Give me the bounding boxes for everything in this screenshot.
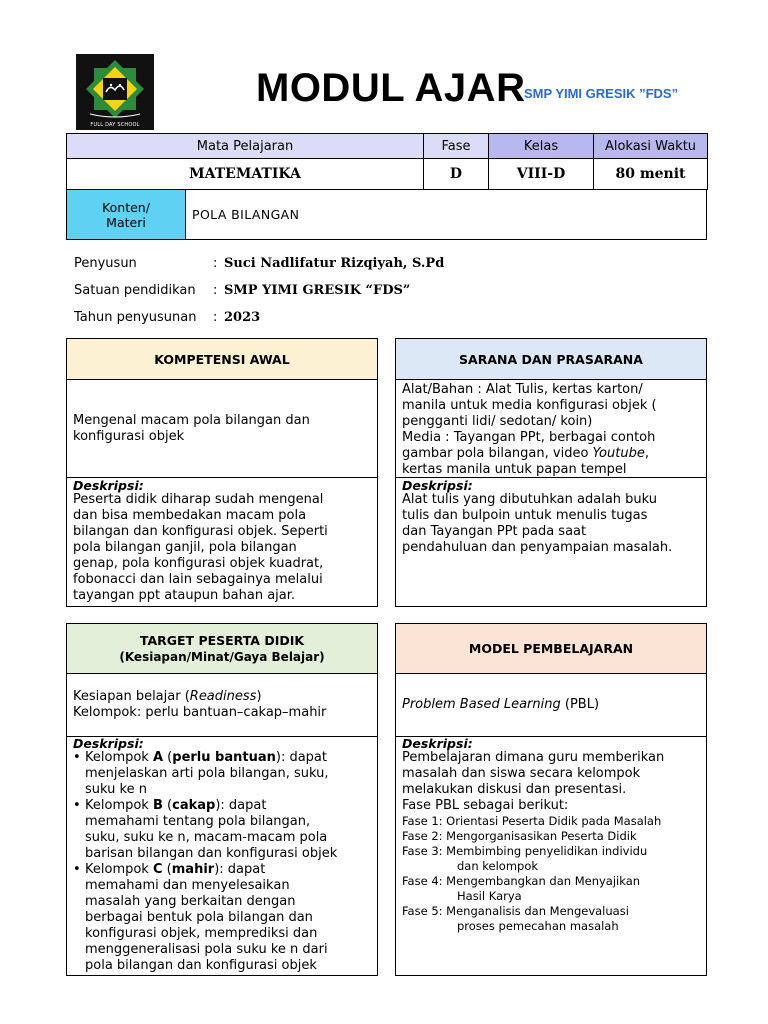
target-title <box>67 624 377 674</box>
sarana-desc-line: pendahuluan dan penyampaian masalah. <box>402 540 673 555</box>
content-label-line1: Konten/ <box>102 199 150 215</box>
year-label: Tahun penyusunan <box>74 310 197 325</box>
model-desc-line: Fase PBL sebagai berikut: <box>402 798 569 813</box>
value-time: 80 menit <box>594 159 708 190</box>
sarana-body-line: Alat/Bahan : Alat Tulis, kertas karton/ <box>402 382 643 397</box>
author-colon: : <box>213 256 218 271</box>
model-desc <box>396 737 706 934</box>
kompetensi-desc-line: bilangan dan konfigurasi objek. Seperti <box>73 524 328 539</box>
pbl-phase-list <box>402 814 700 934</box>
target-desc <box>67 737 377 974</box>
content-label-line2: Materi <box>106 214 146 230</box>
model-box <box>395 623 707 976</box>
value-phase: D <box>424 159 489 190</box>
kompetensi-desc-line: Peserta didik diharap sudah mengenal <box>73 492 324 507</box>
kompetensi-body-line: konfigurasi objek <box>73 428 185 444</box>
sarana-body-line: gambar pola bilangan, video Youtube, <box>402 446 649 461</box>
sarana-body <box>396 380 706 478</box>
school-colon: : <box>213 283 218 298</box>
sarana-box <box>395 338 707 607</box>
kompetensi-desc-line: genap, pola konfigurasi objek kuadrat, <box>73 556 324 571</box>
subject-info-table <box>66 133 708 190</box>
group-b-item: • Kelompok B (cakap): dapat memahami tentang pola bilangan, suku, suku ke n, macam-macam pola barisan bilangan dan konfigurasi objek <box>73 798 371 862</box>
logo-caption: FULL DAY SCHOOL <box>90 122 140 128</box>
kompetensi-desc <box>67 479 377 604</box>
kompetensi-desc-line: dan bisa membedakan macam pola <box>73 508 307 523</box>
sarana-desc <box>396 479 706 556</box>
target-desc-label: Deskripsi: <box>73 736 144 751</box>
kompetensi-desc-label: Deskripsi: <box>73 478 144 493</box>
pbl-phase-cont: dan kelompok <box>457 859 539 873</box>
author-value: Suci Nadlifatur Rizqiyah, S.Pd <box>224 256 445 271</box>
header-class: Kelas <box>489 134 594 159</box>
model-desc-line: melakukan diskusi dan presentasi. <box>402 782 627 797</box>
pbl-phase: Fase 1: Orientasi Peserta Didik pada Masalah <box>402 814 662 828</box>
kompetensi-title: KOMPETENSI AWAL <box>67 339 377 380</box>
target-subtitle: (Kesiapan/Minat/Gaya Belajar) <box>119 650 325 664</box>
group-c-item: • Kelompok C (mahir): dapat memahami dan menyelesaikan masalah yang berkaitan dengan berbagai bentuk pola bilangan dan konfigurasi objek, memprediksi dan menggeneralisasi pola suku ke n dari pola bilangan dan konfigurasi objek <box>73 862 371 974</box>
sarana-body-line: Media : Tayangan PPt, berbagai contoh <box>402 430 656 445</box>
target-body-line: Kesiapan belajar (Readiness) <box>73 689 262 704</box>
value-class: VIII-D <box>489 159 594 190</box>
model-body <box>396 674 706 737</box>
sarana-desc-label: Deskripsi: <box>402 478 473 493</box>
sarana-body-line: manila untuk media konfigurasi objek ( <box>402 398 657 413</box>
group-a-item: • Kelompok A (perlu bantuan): dapat menjelaskan arti pola bilangan, suku, suku ke n <box>73 750 371 798</box>
kompetensi-box <box>66 338 378 607</box>
kompetensi-body-line: Mengenal macam pola bilangan dan <box>73 412 310 428</box>
pbl-phase: Fase 2: Mengorganisasikan Peserta Didik <box>402 829 637 843</box>
year-colon: : <box>213 310 218 325</box>
school-value: SMP YIMI GRESIK “FDS” <box>224 283 411 298</box>
sarana-desc-line: tulis dan bulpoin untuk menulis tugas <box>402 508 648 523</box>
page-title: MODUL AJAR <box>256 66 526 110</box>
sarana-body-line: pengganti lidi/ sedotan/ koin) <box>402 414 593 429</box>
model-body-line: Problem Based Learning (PBL) <box>402 697 600 712</box>
content-label <box>66 189 186 240</box>
pbl-phase: Fase 4: Mengembangkan dan Menyajikan <box>402 874 641 888</box>
school-label: Satuan pendidikan <box>74 283 196 298</box>
sarana-body-line: kertas manila untuk papan tempel <box>402 462 627 477</box>
kompetensi-desc-line: pola bilangan ganjil, pola bilangan <box>73 540 297 555</box>
content-value: POLA BILANGAN <box>185 189 707 240</box>
model-desc-label: Deskripsi: <box>402 736 473 751</box>
kompetensi-desc-line: tayangan ppt ataupun bahan ajar. <box>73 588 296 603</box>
kompetensi-body <box>67 380 377 478</box>
pbl-phase-cont: Hasil Karya <box>457 889 522 903</box>
target-body <box>67 674 377 737</box>
model-desc-line: Pembelajaran dimana guru memberikan <box>402 750 665 765</box>
pbl-phase: Fase 3: Membimbing penyelidikan individu <box>402 844 648 858</box>
header-time: Alokasi Waktu <box>594 134 708 159</box>
model-title: MODEL PEMBELAJARAN <box>396 624 706 674</box>
author-label: Penyusun <box>74 256 137 271</box>
kompetensi-desc-line: fobonacci dan lain sebagainya melalui <box>73 572 323 587</box>
header-phase: Fase <box>424 134 489 159</box>
year-value: 2023 <box>224 310 261 325</box>
sarana-desc-line: Alat tulis yang dibutuhkan adalah buku <box>402 492 658 507</box>
pbl-phase: Fase 5: Menganalisis dan Mengevaluasi <box>402 904 629 918</box>
sarana-desc-line: dan Tayangan PPt pada saat <box>402 524 587 539</box>
target-box <box>66 623 378 976</box>
header-subject: Mata Pelajaran <box>67 134 424 159</box>
model-desc-line: masalah dan siswa secara kelompok <box>402 766 641 781</box>
school-subtitle: SMP YIMI GRESIK ”FDS” <box>524 86 679 101</box>
pbl-phase-cont: proses pemecahan masalah <box>457 919 619 933</box>
school-logo <box>76 54 154 130</box>
value-subject: MATEMATIKA <box>67 159 424 190</box>
logo-emblem-icon <box>76 54 154 130</box>
sarana-title: SARANA DAN PRASARANA <box>396 339 706 380</box>
target-body-line: Kelompok: perlu bantuan–cakap–mahir <box>73 705 327 720</box>
target-title-text: TARGET PESERTA DIDIK <box>139 633 305 648</box>
